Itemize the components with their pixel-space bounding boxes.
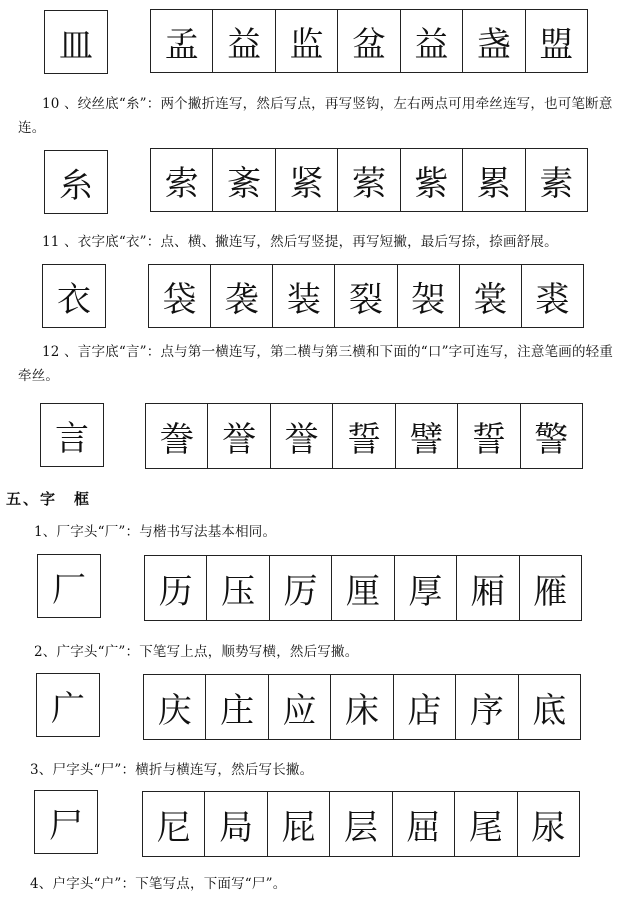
example-char: 益	[213, 10, 275, 72]
example-char: 店	[394, 675, 456, 739]
example-char: 累	[463, 149, 525, 211]
example-char: 誉	[271, 404, 333, 468]
description-jiaosi: 10 、绞丝底“糸”：两个撇折连写，然后写点，再写竖钩，左右两点可用牵丝连写，也可笔断意连。	[18, 96, 613, 136]
example-char: 袋	[149, 265, 211, 327]
example-char: 益	[401, 10, 463, 72]
example-char: 历	[145, 556, 207, 620]
example-char: 底	[532, 690, 567, 731]
example-char: 屁	[268, 792, 330, 856]
example-grid-jiaosi	[150, 148, 588, 212]
example-char: 誓	[333, 404, 395, 468]
example-char: 素	[539, 163, 574, 204]
example-char: 序	[456, 675, 518, 739]
radical-box-chang: 厂	[37, 554, 101, 618]
example-char: 庄	[206, 675, 268, 739]
example-char: 裂	[335, 265, 397, 327]
example-char: 尿	[531, 807, 566, 848]
example-char: 厢	[457, 556, 519, 620]
example-char: 尾	[455, 792, 517, 856]
example-char: 厉	[270, 556, 332, 620]
example-char: 袈	[398, 265, 460, 327]
example-char: 譬	[396, 404, 458, 468]
example-char: 尼	[143, 792, 205, 856]
radical-box-jiaosi: 糸	[44, 150, 108, 214]
example-char: 雁	[533, 571, 568, 612]
example-char: 萦	[338, 149, 400, 211]
example-char: 紧	[276, 149, 338, 211]
radical-box-yan: 言	[40, 403, 104, 467]
example-char: 索	[151, 149, 213, 211]
example-char: 屈	[393, 792, 455, 856]
example-char: 誉	[208, 404, 270, 468]
example-char: 警	[534, 419, 569, 460]
example-char: 应	[269, 675, 331, 739]
example-char: 厚	[395, 556, 457, 620]
example-char: 局	[205, 792, 267, 856]
example-grid-yan	[145, 403, 583, 469]
example-char: 盏	[463, 10, 525, 72]
example-grid-guang	[143, 674, 581, 740]
example-char: 誓	[458, 404, 520, 468]
example-char: 裳	[460, 265, 522, 327]
example-grid-yi	[148, 264, 584, 328]
example-grid-min	[150, 9, 588, 73]
example-char: 压	[207, 556, 269, 620]
example-char: 紫	[401, 149, 463, 211]
section-heading: 五、字 框	[6, 490, 92, 508]
description-chang: 1、厂字头“厂”：与楷书写法基本相同。	[34, 524, 277, 540]
example-char: 层	[330, 792, 392, 856]
description-yi: 11 、衣字底“衣”：点、横、撇连写，然后写竖提，再写短撇，最后写捺，捺画舒展。	[42, 234, 558, 250]
example-char: 盆	[338, 10, 400, 72]
example-char: 孟	[151, 10, 213, 72]
radical-box-min: 皿	[44, 10, 108, 74]
radical-box-shi: 尸	[34, 790, 98, 854]
example-char: 厘	[332, 556, 394, 620]
example-char: 监	[276, 10, 338, 72]
example-grid-chang	[144, 555, 582, 621]
example-char: 装	[273, 265, 335, 327]
radical-box-yi: 衣	[42, 264, 106, 328]
radical-box-guang: 广	[36, 673, 100, 737]
example-char: 裘	[535, 279, 570, 320]
description-hu: 4、户字头“户”：下笔写点，下面写“尸”。	[30, 876, 287, 892]
example-char: 袭	[211, 265, 273, 327]
example-char: 誊	[146, 404, 208, 468]
example-grid-shi	[142, 791, 580, 857]
example-char: 床	[331, 675, 393, 739]
description-yan: 12 、言字底“言”：点与第一横连写，第二横与第三横和下面的“口”字可连写，注意笔画的轻重牵丝。	[18, 344, 614, 384]
description-guang: 2、广字头“广”：下笔写上点，顺势写横，然后写撇。	[34, 644, 359, 660]
example-char: 紊	[213, 149, 275, 211]
example-char: 盟	[539, 24, 574, 65]
description-shi: 3、尸字头“尸”：横折与横连写，然后写长撇。	[30, 762, 314, 778]
example-char: 庆	[144, 675, 206, 739]
